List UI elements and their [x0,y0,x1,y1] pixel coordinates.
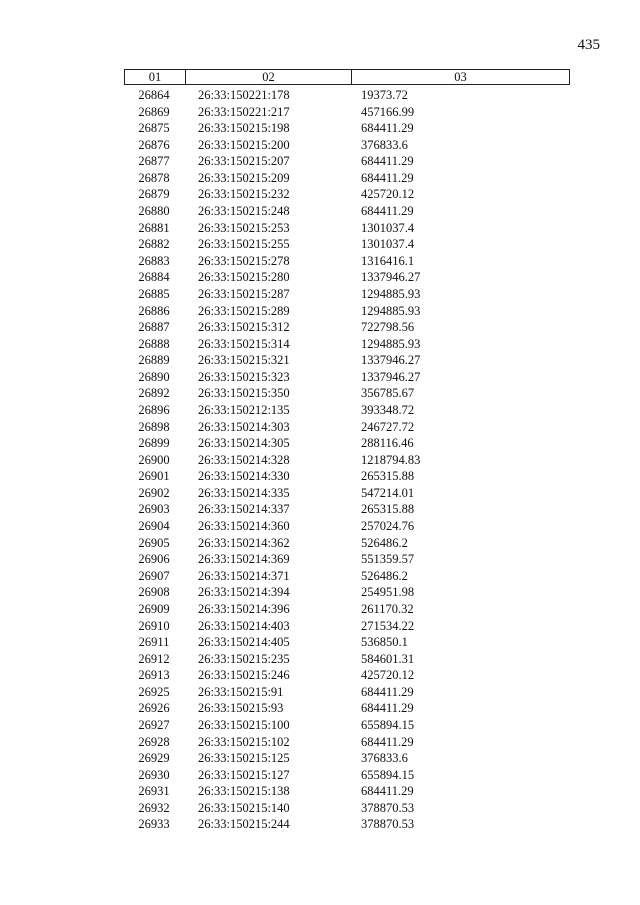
table-cell-col-1: 26927 [138,717,170,732]
table-cell-col-3: 1218794.83 [361,452,421,467]
table-header [124,69,570,85]
table-cell-col-3: 457166.99 [361,104,415,119]
table-cell-col-3: 655894.15 [361,767,415,782]
table-row [124,750,570,767]
table-row [124,535,570,552]
table-row [124,253,570,270]
table-cell-col-3: 356785.67 [361,386,415,401]
table-cell-col-1: 26926 [138,701,170,716]
table-cell-col-3: 1301037.4 [361,237,415,252]
table-cell-col-1: 26933 [138,817,170,832]
table-cell-col-1: 26877 [138,154,170,169]
table-row [124,584,570,601]
table-cell-col-3: 288116.46 [361,436,414,451]
table-cell-col-3: 425720.12 [361,187,415,202]
table-row [124,485,570,502]
table-cell-col-3: 655894.15 [361,717,415,732]
table-row [124,104,570,121]
table-row [124,601,570,618]
table-row [124,336,570,353]
table-row [124,402,570,419]
table-cell-col-2: 26:33:150215:232 [198,187,290,202]
table-row [124,551,570,568]
table-cell-col-3: 584601.31 [361,651,415,666]
table-cell-col-1: 26910 [138,618,170,633]
table-cell-col-3: 376833.6 [361,137,408,152]
table-cell-col-2: 26:33:150214:330 [198,469,290,484]
table-cell-col-1: 26892 [138,386,170,401]
table-cell-col-1: 26908 [138,585,170,600]
table-row [124,120,570,137]
table-cell-col-1: 26878 [138,170,170,185]
table-cell-col-3: 265315.88 [361,469,415,484]
table-cell-col-3: 526486.2 [361,535,408,550]
table-cell-col-2: 26:33:150215:287 [198,286,290,301]
table-cell-col-2: 26:33:150214:394 [198,585,290,600]
table-cell-col-3: 684411.29 [361,154,414,169]
table-cell-col-1: 26864 [138,88,170,102]
table-cell-col-3: 684411.29 [361,701,414,716]
table-row [124,352,570,369]
table-row [124,203,570,220]
table-row [124,518,570,535]
table-cell-col-3: 547214.01 [361,485,415,500]
table-row [124,568,570,585]
table-cell-col-1: 26896 [138,402,170,417]
table-cell-col-2: 26:33:150215:102 [198,734,290,749]
table-cell-col-1: 26929 [138,751,170,766]
table-cell-col-2: 26:33:150214:371 [198,568,290,583]
table-cell-col-2: 26:33:150214:405 [198,635,290,650]
table-cell-col-2: 26:33:150212:135 [198,402,290,417]
table-cell-col-3: 1294885.93 [361,336,421,351]
table-cell-col-3: 536850.1 [361,635,408,650]
table-cell-col-1: 26903 [138,502,170,517]
table-cell-col-3: 254951.98 [361,585,415,600]
table-row [124,269,570,286]
table-cell-col-1: 26928 [138,734,170,749]
table-cell-col-3: 684411.29 [361,784,414,799]
table-row [124,87,570,104]
column-header-03: 03 [454,70,467,84]
table-row [124,634,570,651]
table-cell-col-2: 26:33:150215:125 [198,751,290,766]
table-cell-col-1: 26905 [138,535,170,550]
table-cell-col-2: 26:33:150214:328 [198,452,290,467]
table-cell-col-1: 26875 [138,121,170,136]
page-number: 435 [577,37,600,53]
table-cell-col-2: 26:33:150214:360 [198,519,290,534]
table-cell-col-3: 19373.72 [361,88,408,102]
table-cell-col-3: 246727.72 [361,419,415,434]
table-cell-col-2: 26:33:150215:255 [198,237,290,252]
table-cell-col-2: 26:33:150221:178 [198,88,290,102]
table-cell-col-1: 26907 [138,568,170,583]
table-cell-col-1: 26898 [138,419,170,434]
table-row [124,767,570,784]
table-row [124,419,570,436]
table-cell-col-3: 1337946.27 [361,369,421,384]
table-cell-col-2: 26:33:150215:289 [198,303,290,318]
table-cell-col-1: 26887 [138,320,170,335]
table-row [124,501,570,518]
table-cell-col-3: 722798.56 [361,320,415,335]
table-cell-col-2: 26:33:150215:127 [198,767,290,782]
table-cell-col-1: 26913 [138,668,170,683]
table-cell-col-1: 26906 [138,552,170,567]
table-row [124,684,570,701]
table-cell-col-1: 26888 [138,336,170,351]
table-cell-col-2: 26:33:150215:246 [198,668,290,683]
table-cell-col-1: 26900 [138,452,170,467]
table-cell-col-1: 26881 [138,220,170,235]
table-cell-col-3: 261170.32 [361,601,414,616]
table-row [124,717,570,734]
table-cell-col-1: 26880 [138,204,170,219]
table-cell-col-3: 1294885.93 [361,286,421,301]
table-cell-col-2: 26:33:150215:253 [198,220,290,235]
table-cell-col-1: 26925 [138,684,170,699]
table-cell-col-3: 271534.22 [361,618,415,633]
table-cell-col-3: 265315.88 [361,502,415,517]
table-cell-col-3: 1316416.1 [361,253,415,268]
table-cell-col-2: 26:33:150215:209 [198,170,290,185]
table-row [124,700,570,717]
table-cell-col-2: 26:33:150215:91 [198,684,284,699]
table-cell-col-1: 26902 [138,485,170,500]
table-cell-col-2: 26:33:150215:314 [198,336,290,351]
table-cell-col-2: 26:33:150215:321 [198,353,290,368]
table-cell-col-2: 26:33:150215:350 [198,386,290,401]
table-row [124,236,570,253]
table-row [124,816,570,833]
table-cell-col-3: 257024.76 [361,519,415,534]
table-cell-col-2: 26:33:150214:335 [198,485,290,500]
table-cell-col-2: 26:33:150215:248 [198,204,290,219]
table-row [124,137,570,154]
table-row [124,734,570,751]
table-cell-col-2: 26:33:150215:280 [198,270,290,285]
table-cell-col-1: 26883 [138,253,170,268]
table-cell-col-3: 378870.53 [361,800,415,815]
column-header-02: 02 [186,70,352,84]
table-cell-col-1: 26901 [138,469,170,484]
table-cell-col-1: 26931 [138,784,170,799]
table-cell-col-2: 26:33:150214:403 [198,618,290,633]
table-cell-col-3: 551359.57 [361,552,415,567]
table-cell-col-2: 26:33:150215:278 [198,253,290,268]
table-cell-col-1: 26886 [138,303,170,318]
table-cell-col-2: 26:33:150214:305 [198,436,290,451]
table-cell-col-1: 26930 [138,767,170,782]
table-cell-col-1: 26912 [138,651,170,666]
table-cell-col-3: 376833.6 [361,751,408,766]
table-cell-col-2: 26:33:150215:138 [198,784,290,799]
table-row [124,468,570,485]
table-cell-col-1: 26889 [138,353,170,368]
table-cell-col-3: 684411.29 [361,121,414,136]
table-cell-col-3: 684411.29 [361,684,414,699]
table-cell-col-2: 26:33:150215:323 [198,369,290,384]
table-row [124,319,570,336]
table-row [124,385,570,402]
table-cell-col-1: 26909 [138,601,170,616]
table-cell-col-1: 26890 [138,369,170,384]
table-row [124,220,570,237]
table-row [124,170,570,187]
table-row [124,667,570,684]
table-cell-col-2: 26:33:150214:337 [198,502,290,517]
table-cell-col-1: 26932 [138,800,170,815]
table-cell-col-1: 26869 [138,104,170,119]
table-cell-col-1: 26911 [138,635,170,650]
table-row [124,153,570,170]
table-cell-col-3: 526486.2 [361,568,408,583]
table-body [124,87,570,833]
table-cell-col-1: 26884 [138,270,170,285]
table-cell-col-2: 26:33:150214:396 [198,601,290,616]
table-row [124,618,570,635]
table-row [124,286,570,303]
table-row [124,452,570,469]
table-cell-col-2: 26:33:150215:100 [198,717,290,732]
table-row [124,435,570,452]
table-cell-col-2: 26:33:150214:369 [198,552,290,567]
table-cell-col-2: 26:33:150215:93 [198,701,284,716]
table-cell-col-3: 378870.53 [361,817,415,832]
table-cell-col-3: 684411.29 [361,734,414,749]
table-cell-col-2: 26:33:150214:362 [198,535,290,550]
column-header-01: 01 [125,70,186,84]
data-table [124,69,570,833]
table-cell-col-2: 26:33:150215:244 [198,817,290,832]
table-cell-col-3: 684411.29 [361,204,414,219]
table-cell-col-2: 26:33:150214:303 [198,419,290,434]
table-cell-col-3: 1294885.93 [361,303,421,318]
table-row [124,186,570,203]
table-row [124,303,570,320]
table-cell-col-2: 26:33:150215:235 [198,651,290,666]
table-cell-col-2: 26:33:150215:140 [198,800,290,815]
table-cell-col-1: 26876 [138,137,170,152]
table-cell-col-3: 1337946.27 [361,353,421,368]
table-row [124,800,570,817]
table-cell-col-3: 1337946.27 [361,270,421,285]
table-cell-col-2: 26:33:150215:200 [198,137,290,152]
table-cell-col-1: 26904 [138,519,170,534]
table-cell-col-1: 26879 [138,187,170,202]
table-row [124,783,570,800]
table-cell-col-1: 26899 [138,436,170,451]
table-cell-col-2: 26:33:150215:312 [198,320,290,335]
table-cell-col-3: 425720.12 [361,668,415,683]
table-cell-col-1: 26885 [138,286,170,301]
table-row [124,651,570,668]
table-cell-col-2: 26:33:150215:198 [198,121,290,136]
table-cell-col-2: 26:33:150215:207 [198,154,290,169]
table-cell-col-3: 1301037.4 [361,220,415,235]
table-cell-col-1: 26882 [138,237,170,252]
table-cell-col-2: 26:33:150221:217 [198,104,290,119]
table-row [124,369,570,386]
table-cell-col-3: 684411.29 [361,170,414,185]
table-cell-col-3: 393348.72 [361,402,415,417]
